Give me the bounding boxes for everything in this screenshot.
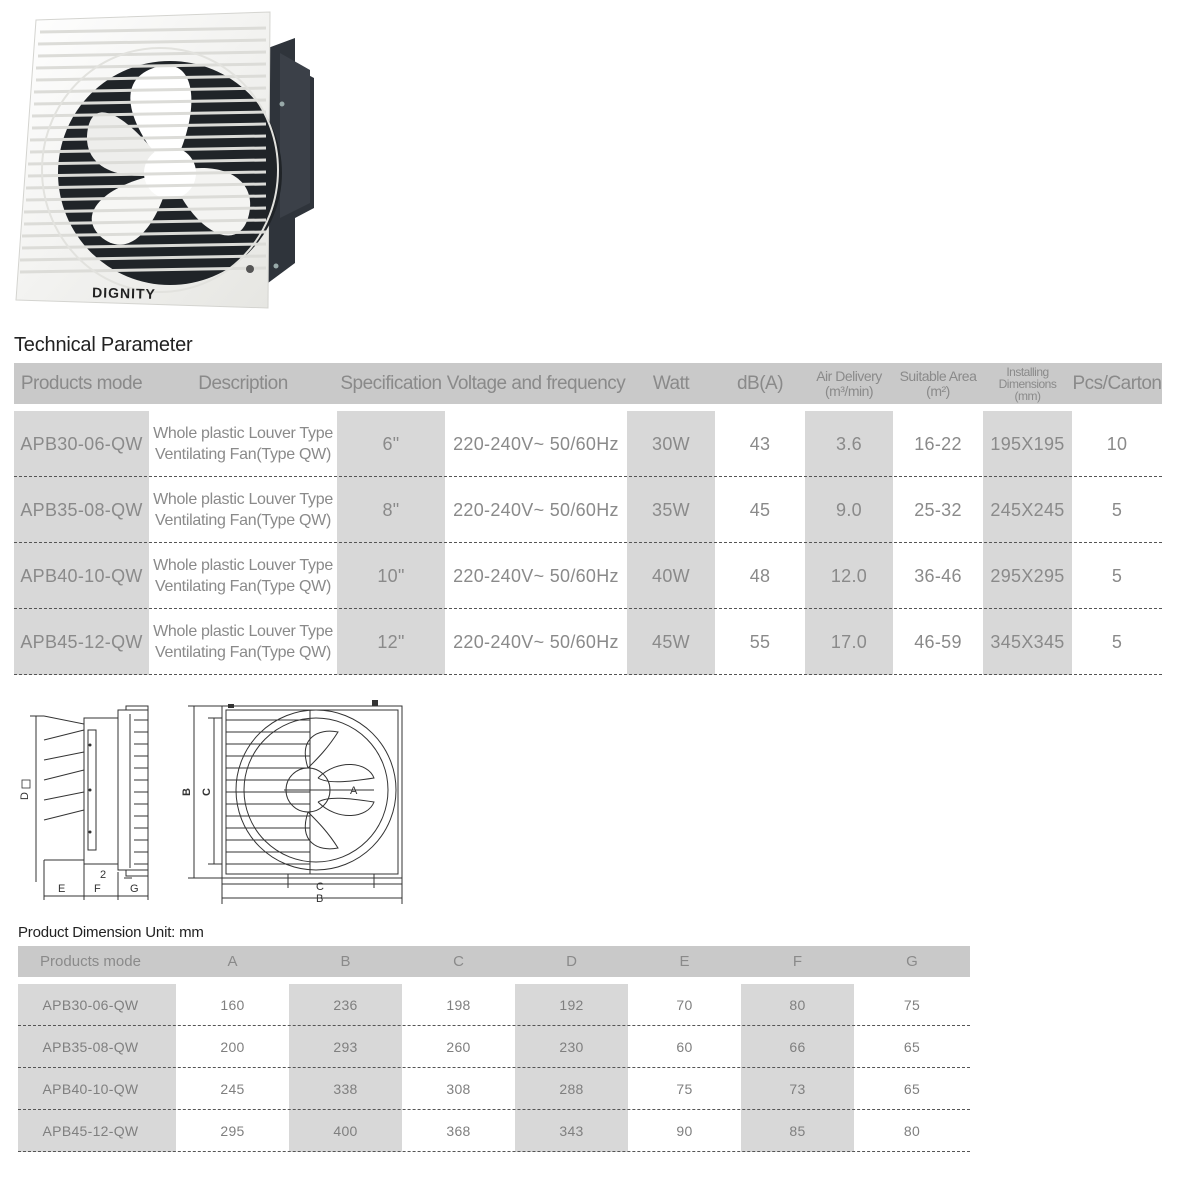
cell-pcs-carton: 5: [1111, 565, 1123, 586]
cell-a: 295: [220, 1123, 245, 1139]
row-divider: [18, 1151, 970, 1152]
cell-c: 368: [446, 1123, 471, 1139]
cell-model: APB30-06-QW: [20, 433, 143, 454]
header-description: Description: [198, 373, 288, 394]
cell-description: Whole plastic Louver Type Ventilating Fan(Type QW): [153, 623, 333, 661]
cell-specification: 8": [382, 499, 400, 520]
cell-c: 308: [446, 1081, 471, 1097]
dim-label-c-vertical: C: [201, 788, 213, 796]
row-divider: [14, 674, 1162, 675]
dim-label-e: E: [58, 883, 66, 895]
table-row: [14, 411, 1162, 477]
cell-db: 43: [749, 433, 771, 454]
dim-label-c-horizontal: C: [316, 881, 324, 893]
cell-f: 85: [789, 1123, 806, 1139]
cell-air-delivery: 12.0: [830, 565, 868, 586]
cell-model: APB45-12-QW: [42, 1123, 139, 1139]
cell-e: 60: [676, 1039, 693, 1055]
cell-install-dimensions: 345X345: [990, 631, 1065, 652]
cell-description: Whole plastic Louver Type Ventilating Fan(Type QW): [153, 557, 333, 595]
dim-label-d: D: [19, 792, 31, 800]
dim-label-b-vertical: B: [181, 788, 193, 796]
header-products-mode: Products mode: [20, 373, 143, 394]
cell-b: 338: [333, 1081, 358, 1097]
cell-suitable-area: 25-32: [914, 499, 962, 520]
cell-b: 236: [333, 997, 358, 1013]
cell-model: APB45-12-QW: [20, 631, 143, 652]
cell-install-dimensions: 295X295: [990, 565, 1065, 586]
dim-label-f: F: [94, 883, 101, 895]
technical-parameter-title: Technical Parameter: [14, 334, 193, 356]
cell-suitable-area: 16-22: [914, 433, 962, 454]
header-suitable-area: Suitable Area (m²): [899, 367, 977, 399]
front-view-diagram: [178, 698, 408, 908]
dim-label-a: A: [350, 785, 358, 797]
dim-box-marker: [22, 780, 30, 788]
cell-f: 66: [789, 1039, 806, 1055]
cell-model: APB30-06-QW: [42, 997, 139, 1013]
brand-logo-text: DIGNITY: [91, 284, 157, 302]
cell-d: 230: [559, 1039, 584, 1055]
cell-suitable-area: 46-59: [914, 631, 962, 652]
header-pcs-carton: Pcs/Carton: [1072, 373, 1162, 394]
cell-air-delivery: 9.0: [836, 499, 862, 520]
cell-pcs-carton: 10: [1106, 433, 1128, 454]
cell-pcs-carton: 5: [1111, 631, 1123, 652]
cell-suitable-area: 36-46: [914, 565, 962, 586]
header-e: E: [679, 953, 690, 970]
cell-pcs-carton: 5: [1111, 499, 1123, 520]
header-specification: Specification: [340, 373, 442, 394]
cell-specification: 6": [382, 433, 400, 454]
header-b: B: [340, 953, 351, 970]
cell-g: 80: [903, 1123, 921, 1139]
cell-description: Whole plastic Louver Type Ventilating Fan(Type QW): [153, 425, 333, 463]
cell-db: 55: [749, 631, 771, 652]
cell-voltage: 220-240V~ 50/60Hz: [453, 433, 619, 454]
cell-f: 73: [789, 1081, 806, 1097]
cell-g: 65: [903, 1039, 921, 1055]
product-dimension-title: Product Dimension Unit: mm: [18, 924, 204, 941]
cell-voltage: 220-240V~ 50/60Hz: [453, 565, 619, 586]
cell-voltage: 220-240V~ 50/60Hz: [453, 499, 619, 520]
cell-f: 80: [789, 997, 806, 1013]
table-row: [18, 1110, 970, 1152]
cell-db: 45: [749, 499, 771, 520]
cell-b: 293: [333, 1039, 358, 1055]
cell-a: 200: [220, 1039, 245, 1055]
side-view-diagram: [14, 700, 164, 908]
header-g: G: [906, 953, 918, 970]
cell-air-delivery: 17.0: [830, 631, 868, 652]
header-db: dB(A): [736, 373, 784, 394]
cell-watt: 30W: [652, 433, 690, 454]
cell-model: APB40-10-QW: [20, 565, 143, 586]
cell-model: APB35-08-QW: [42, 1039, 139, 1055]
cell-description: Whole plastic Louver Type Ventilating Fan(Type QW): [153, 491, 333, 529]
cell-a: 245: [220, 1081, 245, 1097]
table-row: [14, 543, 1162, 609]
cell-b: 400: [333, 1123, 358, 1139]
cell-g: 75: [903, 997, 921, 1013]
header-products-mode: Products mode: [40, 953, 141, 970]
table-row: [18, 1026, 970, 1068]
header-watt: Watt: [652, 373, 690, 394]
cell-specification: 12": [377, 631, 405, 652]
cell-model: APB40-10-QW: [42, 1081, 139, 1097]
cell-install-dimensions: 195X195: [990, 433, 1065, 454]
cell-e: 70: [676, 997, 693, 1013]
cell-d: 288: [559, 1081, 584, 1097]
dim-label-g: G: [130, 883, 139, 895]
cell-d: 343: [559, 1123, 584, 1139]
cell-a: 160: [220, 997, 245, 1013]
cell-c: 260: [446, 1039, 471, 1055]
cell-e: 90: [676, 1123, 693, 1139]
header-voltage: Voltage and frequency: [446, 373, 626, 394]
header-a: A: [227, 953, 238, 970]
cell-db: 48: [749, 565, 771, 586]
cell-watt: 40W: [652, 565, 690, 586]
cell-voltage: 220-240V~ 50/60Hz: [453, 631, 619, 652]
technical-parameter-table: [14, 363, 1162, 678]
cell-e: 75: [676, 1081, 693, 1097]
cell-g: 65: [903, 1081, 921, 1097]
cell-watt: 35W: [652, 499, 690, 520]
cell-watt: 45W: [652, 631, 690, 652]
table-row: [18, 1068, 970, 1110]
cell-c: 198: [446, 997, 471, 1013]
header-f: F: [792, 953, 803, 970]
header-air-delivery: Air Delivery (m³/min): [816, 367, 882, 399]
dim-label-b-horizontal: B: [316, 893, 324, 905]
header-installing-dimensions: Installing Dimensions (mm): [998, 364, 1057, 403]
cell-model: APB35-08-QW: [20, 499, 143, 520]
fan-product-image: [10, 8, 330, 318]
table-row: [14, 609, 1162, 675]
cell-d: 192: [559, 997, 584, 1013]
header-c: C: [453, 953, 464, 970]
header-d: D: [566, 953, 577, 970]
table-row: [18, 984, 970, 1026]
dim-label-2: 2: [100, 869, 107, 881]
cell-install-dimensions: 245X245: [990, 499, 1065, 520]
cell-air-delivery: 3.6: [836, 433, 862, 454]
cell-specification: 10": [377, 565, 405, 586]
table-row: [14, 477, 1162, 543]
product-dimension-table: [18, 946, 970, 1156]
